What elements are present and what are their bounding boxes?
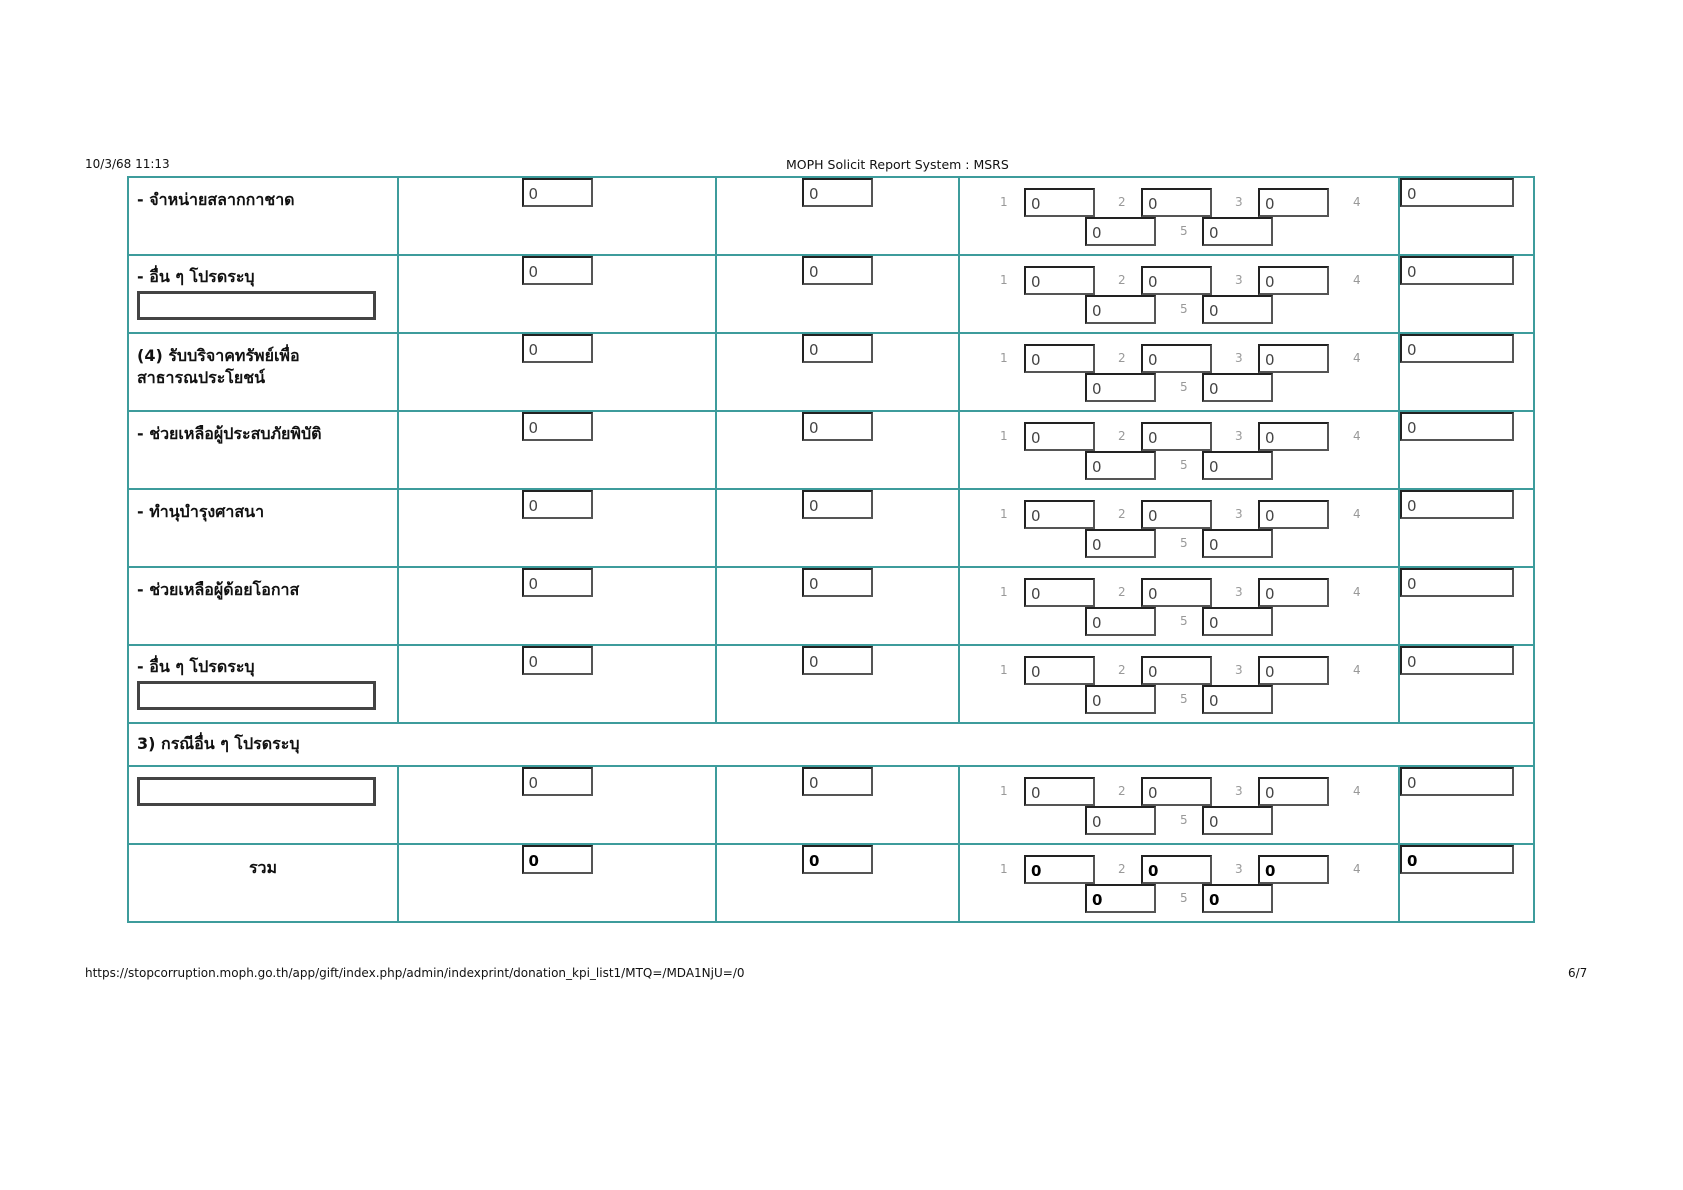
- slot-number: 3: [1235, 585, 1243, 599]
- slot-input-2[interactable]: [1141, 777, 1212, 806]
- slot-number: 1: [1000, 195, 1008, 209]
- row-label: (4) รับบริจาคทรัพย์เพื่อสาธารณประโยชน์: [137, 346, 300, 387]
- slot-group: [960, 646, 1398, 718]
- amount-input-1[interactable]: [522, 178, 593, 207]
- slot-number: 4: [1353, 585, 1361, 599]
- slot-group: [960, 334, 1398, 406]
- section-row: [128, 723, 1534, 766]
- slot-input-1[interactable]: [1024, 777, 1095, 806]
- slot-number: 2: [1118, 195, 1126, 209]
- slot-number: 2: [1118, 429, 1126, 443]
- slot-number: 4: [1353, 273, 1361, 287]
- total-slot-input-4[interactable]: [1085, 884, 1156, 913]
- page-url: https://stopcorruption.moph.go.th/app/gift/index.php/admin/indexprint/donation_kpi_list1/MTQ=/MDA1NjU=/0: [85, 966, 745, 980]
- slot-input-5[interactable]: [1202, 295, 1273, 324]
- row-label-cell: [128, 489, 398, 567]
- slot-input-3[interactable]: [1258, 500, 1329, 529]
- total-slot-input-1[interactable]: [1024, 855, 1095, 884]
- slot-group: [960, 490, 1398, 562]
- slot-number: 5: [1180, 224, 1188, 238]
- amount-input-2[interactable]: [802, 412, 873, 441]
- slot-number: 3: [1235, 351, 1243, 365]
- slot-input-5[interactable]: [1202, 451, 1273, 480]
- other-spec-input[interactable]: [137, 291, 376, 320]
- table-row: [128, 766, 1534, 844]
- slot-input-4[interactable]: [1085, 806, 1156, 835]
- slot-number: 4: [1353, 784, 1361, 798]
- row-label: - ช่วยเหลือผู้ด้อยโอกาส: [137, 580, 300, 599]
- row-label-cell: [128, 844, 398, 922]
- table-row: [128, 411, 1534, 489]
- table-row: [128, 177, 1534, 255]
- slot-number: 4: [1353, 507, 1361, 521]
- table-row: [128, 645, 1534, 723]
- slot-number: 2: [1118, 507, 1126, 521]
- slot-input-1[interactable]: [1024, 344, 1095, 373]
- amount-input-1[interactable]: [522, 767, 593, 796]
- slot-number: 3: [1235, 195, 1243, 209]
- amount-input-total[interactable]: [1400, 490, 1514, 519]
- slot-number: 3: [1235, 273, 1243, 287]
- row-label-cell: [128, 645, 398, 723]
- slot-number: 4: [1353, 663, 1361, 677]
- total-slot-input-3[interactable]: [1258, 855, 1329, 884]
- slot-group: [960, 845, 1398, 917]
- slot-number: 5: [1180, 692, 1188, 706]
- slot-input-4[interactable]: [1085, 373, 1156, 402]
- amount-input-1[interactable]: [522, 412, 593, 441]
- row-label: - ทำนุบำรุงศาสนา: [137, 502, 265, 521]
- slot-input-4[interactable]: [1085, 529, 1156, 558]
- amount-input-2[interactable]: [802, 178, 873, 207]
- report-title: MOPH Solicit Report System : MSRS: [786, 157, 1009, 172]
- slot-number: 1: [1000, 862, 1008, 876]
- slot-number: 2: [1118, 585, 1126, 599]
- slot-input-4[interactable]: [1085, 607, 1156, 636]
- slot-number: 2: [1118, 784, 1126, 798]
- total-row: [128, 844, 1534, 922]
- amount-input-total[interactable]: [1400, 334, 1514, 363]
- slot-input-5[interactable]: [1202, 806, 1273, 835]
- slot-input-4[interactable]: [1085, 685, 1156, 714]
- page-number: 6/7: [1568, 966, 1588, 980]
- slot-input-1[interactable]: [1024, 500, 1095, 529]
- section-title: 3) กรณีอื่น ๆ โปรดระบุ: [137, 734, 300, 753]
- table-row: [128, 255, 1534, 333]
- slot-number: 1: [1000, 507, 1008, 521]
- row-label: - ช่วยเหลือผู้ประสบภัยพิบัติ: [137, 424, 322, 443]
- slot-input-2[interactable]: [1141, 188, 1212, 217]
- slot-input-4[interactable]: [1085, 295, 1156, 324]
- amount-input-1[interactable]: [522, 334, 593, 363]
- slot-input-1[interactable]: [1024, 266, 1095, 295]
- amount-input-total[interactable]: [1400, 178, 1514, 207]
- total-slot-input-2[interactable]: [1141, 855, 1212, 884]
- table-row: [128, 489, 1534, 567]
- row-label-cell: [128, 567, 398, 645]
- amount-input-total[interactable]: [1400, 256, 1514, 285]
- slot-input-2[interactable]: [1141, 656, 1212, 685]
- slot-input-5[interactable]: [1202, 607, 1273, 636]
- slot-input-2[interactable]: [1141, 344, 1212, 373]
- slot-number: 1: [1000, 429, 1008, 443]
- slot-input-5[interactable]: [1202, 685, 1273, 714]
- slot-group: [960, 178, 1398, 250]
- table-row: [128, 333, 1534, 411]
- slot-input-3[interactable]: [1258, 344, 1329, 373]
- slot-input-2[interactable]: [1141, 500, 1212, 529]
- amount-input-total[interactable]: [1400, 568, 1514, 597]
- amount-input-1[interactable]: [522, 256, 593, 285]
- slot-input-3[interactable]: [1258, 188, 1329, 217]
- slot-input-3[interactable]: [1258, 422, 1329, 451]
- row-label-cell: [128, 766, 398, 844]
- slot-number: 3: [1235, 507, 1243, 521]
- slot-number: 5: [1180, 302, 1188, 316]
- slot-number: 1: [1000, 784, 1008, 798]
- row-label-cell: [128, 177, 398, 255]
- slot-number: 2: [1118, 663, 1126, 677]
- slot-input-1[interactable]: [1024, 656, 1095, 685]
- slot-number: 1: [1000, 273, 1008, 287]
- row-label: - อื่น ๆ โปรดระบุ: [137, 657, 255, 676]
- slot-input-1[interactable]: [1024, 188, 1095, 217]
- slot-number: 1: [1000, 585, 1008, 599]
- row-label-cell: [128, 411, 398, 489]
- slot-input-3[interactable]: [1258, 578, 1329, 607]
- slot-number: 5: [1180, 380, 1188, 394]
- print-datetime: 10/3/68 11:13: [85, 157, 170, 171]
- slot-number: 5: [1180, 891, 1188, 905]
- amount-input-2[interactable]: [802, 334, 873, 363]
- total-input-1[interactable]: [522, 845, 593, 874]
- slot-input-4[interactable]: [1085, 217, 1156, 246]
- slot-number: 3: [1235, 429, 1243, 443]
- amount-input-1[interactable]: [522, 646, 593, 675]
- slot-number: 5: [1180, 536, 1188, 550]
- slot-input-3[interactable]: [1258, 656, 1329, 685]
- amount-input-2[interactable]: [802, 490, 873, 519]
- total-input-2[interactable]: [802, 845, 873, 874]
- slot-number: 4: [1353, 862, 1361, 876]
- slot-number: 1: [1000, 351, 1008, 365]
- slot-number: 4: [1353, 429, 1361, 443]
- amount-input-total[interactable]: [1400, 646, 1514, 675]
- slot-number: 5: [1180, 813, 1188, 827]
- table-row: [128, 567, 1534, 645]
- amount-input-1[interactable]: [522, 568, 593, 597]
- slot-number: 3: [1235, 784, 1243, 798]
- amount-input-1[interactable]: [522, 490, 593, 519]
- amount-input-2[interactable]: [802, 568, 873, 597]
- amount-input-2[interactable]: [802, 646, 873, 675]
- row-label: - จำหน่ายสลากกาชาด: [137, 190, 295, 209]
- slot-group: [960, 568, 1398, 640]
- total-label: รวม: [248, 858, 278, 877]
- slot-number: 2: [1118, 273, 1126, 287]
- slot-input-5[interactable]: [1202, 217, 1273, 246]
- other-spec-input[interactable]: [137, 681, 376, 710]
- slot-input-4[interactable]: [1085, 451, 1156, 480]
- slot-number: 3: [1235, 862, 1243, 876]
- donation-table: [127, 176, 1535, 923]
- slot-number: 4: [1353, 195, 1361, 209]
- slot-number: 2: [1118, 351, 1126, 365]
- slot-input-2[interactable]: [1141, 578, 1212, 607]
- slot-input-2[interactable]: [1141, 266, 1212, 295]
- slot-number: 5: [1180, 458, 1188, 472]
- slot-input-1[interactable]: [1024, 422, 1095, 451]
- slot-input-5[interactable]: [1202, 529, 1273, 558]
- slot-input-2[interactable]: [1141, 422, 1212, 451]
- total-input-grand[interactable]: [1400, 845, 1514, 874]
- amount-input-2[interactable]: [802, 256, 873, 285]
- row-label-cell: [128, 333, 398, 411]
- slot-input-3[interactable]: [1258, 777, 1329, 806]
- row-label: - อื่น ๆ โปรดระบุ: [137, 267, 255, 286]
- slot-number: 5: [1180, 614, 1188, 628]
- slot-group: [960, 412, 1398, 484]
- slot-group: [960, 256, 1398, 328]
- amount-input-total[interactable]: [1400, 767, 1514, 796]
- row-label-cell: [128, 255, 398, 333]
- slot-input-3[interactable]: [1258, 266, 1329, 295]
- slot-number: 2: [1118, 862, 1126, 876]
- slot-number: 1: [1000, 663, 1008, 677]
- slot-number: 3: [1235, 663, 1243, 677]
- amount-input-total[interactable]: [1400, 412, 1514, 441]
- other-spec-input[interactable]: [137, 777, 376, 806]
- slot-group: [960, 767, 1398, 839]
- slot-number: 4: [1353, 351, 1361, 365]
- total-slot-input-5[interactable]: [1202, 884, 1273, 913]
- slot-input-1[interactable]: [1024, 578, 1095, 607]
- amount-input-2[interactable]: [802, 767, 873, 796]
- slot-input-5[interactable]: [1202, 373, 1273, 402]
